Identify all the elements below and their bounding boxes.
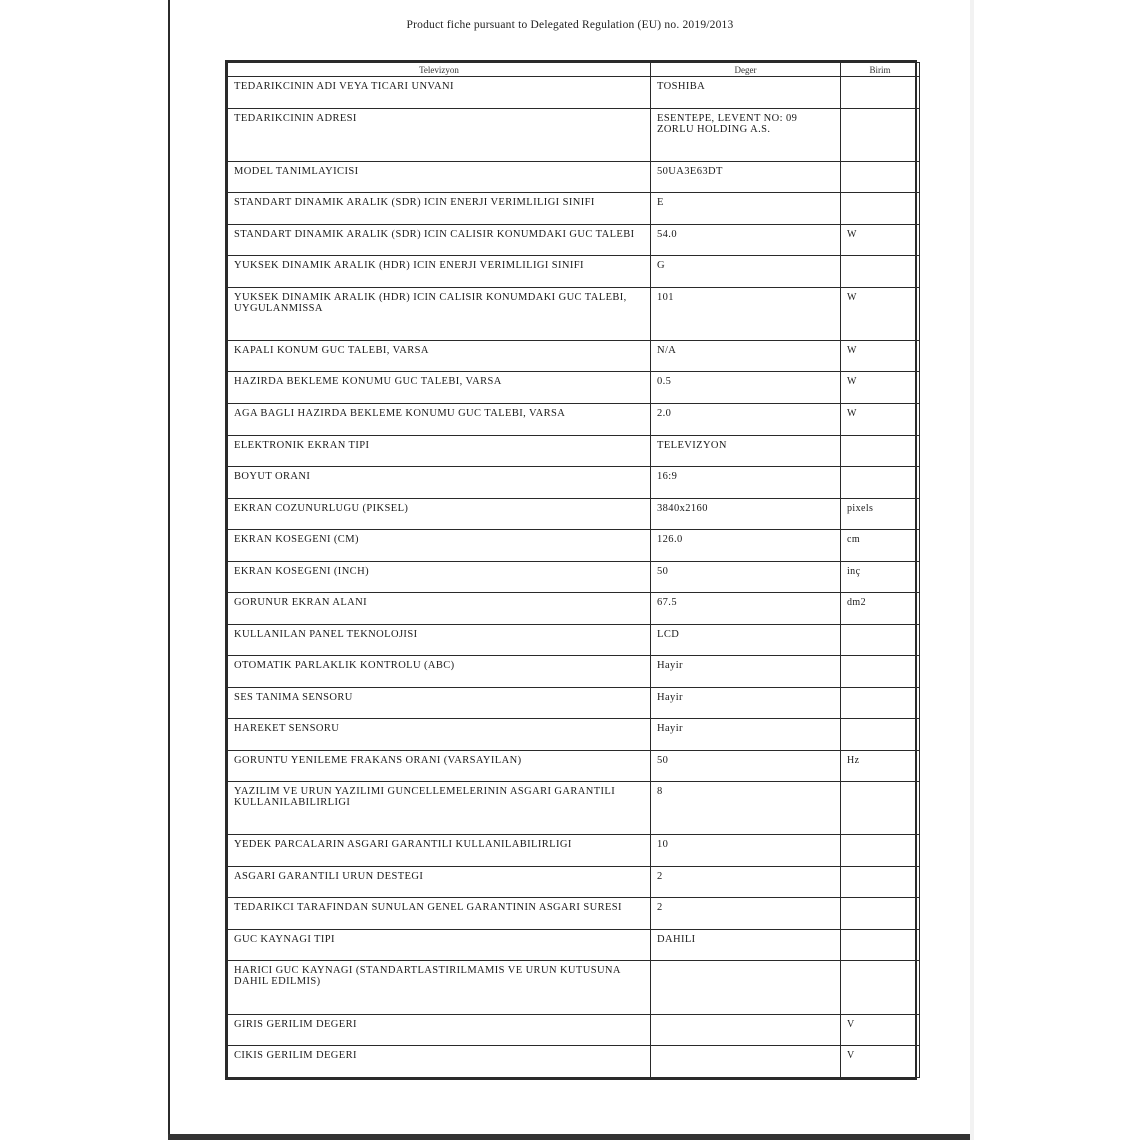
value-cell: 0.5 <box>651 372 841 404</box>
value-cell: 16:9 <box>651 467 841 499</box>
value-cell: G <box>651 256 841 288</box>
parameter-cell: EKRAN KOSEGENI (CM) <box>228 530 651 562</box>
parameter-cell: MODEL TANIMLAYICISI <box>228 161 651 193</box>
value-cell: Hayir <box>651 687 841 719</box>
unit-cell: V <box>841 1046 920 1078</box>
table-row <box>228 866 920 898</box>
parameter-cell: GORUNUR EKRAN ALANI <box>228 593 651 625</box>
table-row <box>228 782 920 835</box>
parameter-cell: YUKSEK DINAMIK ARALIK (HDR) ICIN ENERJI VERIMLILIGI SINIFI <box>228 256 651 288</box>
parameter-cell: OTOMATIK PARLAKLIK KONTROLU (ABC) <box>228 656 651 688</box>
unit-cell: cm <box>841 530 920 562</box>
parameter-cell: TEDARIKCI TARAFINDAN SUNULAN GENEL GARANTININ ASGARI SURESI <box>228 898 651 930</box>
unit-cell <box>841 256 920 288</box>
table-row <box>228 750 920 782</box>
unit-cell: dm2 <box>841 593 920 625</box>
value-cell: 50 <box>651 561 841 593</box>
table-row <box>228 530 920 562</box>
parameter-cell: STANDART DINAMIK ARALIK (SDR) ICIN CALISIR KONUMDAKI GUC TALEBI <box>228 224 651 256</box>
table-row <box>228 256 920 288</box>
parameter-cell: EKRAN COZUNURLUGU (PIKSEL) <box>228 498 651 530</box>
parameter-cell: KAPALI KONUM GUC TALEBI, VARSA <box>228 340 651 372</box>
table-row <box>228 961 920 1014</box>
unit-cell <box>841 435 920 467</box>
parameter-cell: AGA BAGLI HAZIRDA BEKLEME KONUMU GUC TALEBI, VARSA <box>228 403 651 435</box>
parameter-cell: GIRIS GERILIM DEGERI <box>228 1014 651 1046</box>
unit-cell <box>841 866 920 898</box>
table-row <box>228 108 920 161</box>
table-row <box>228 835 920 867</box>
value-cell: N/A <box>651 340 841 372</box>
unit-cell <box>841 467 920 499</box>
table-row <box>228 898 920 930</box>
unit-cell: W <box>841 340 920 372</box>
unit-cell <box>841 835 920 867</box>
parameter-cell: BOYUT ORANI <box>228 467 651 499</box>
unit-cell <box>841 719 920 751</box>
table-row <box>228 1046 920 1078</box>
product-fiche-table <box>225 60 917 1080</box>
table-row <box>228 403 920 435</box>
header-value: Deger <box>651 63 841 77</box>
value-cell: 2.0 <box>651 403 841 435</box>
table-row <box>228 498 920 530</box>
parameter-cell: STANDART DINAMIK ARALIK (SDR) ICIN ENERJI VERIMLILIGI SINIFI <box>228 193 651 225</box>
unit-cell <box>841 624 920 656</box>
header-parameter: Televizyon <box>228 63 651 77</box>
table-row <box>228 467 920 499</box>
table-row <box>228 561 920 593</box>
header-unit: Birim <box>841 63 920 77</box>
value-cell: 67.5 <box>651 593 841 625</box>
unit-cell <box>841 656 920 688</box>
value-cell: Hayir <box>651 719 841 751</box>
table-row <box>228 435 920 467</box>
unit-cell: Hz <box>841 750 920 782</box>
table-row <box>228 372 920 404</box>
value-cell: 2 <box>651 898 841 930</box>
page-right-shadow <box>970 0 974 1140</box>
unit-cell <box>841 108 920 161</box>
parameter-cell: HAREKET SENSORU <box>228 719 651 751</box>
table-row <box>228 719 920 751</box>
value-cell: 50 <box>651 750 841 782</box>
parameter-cell: TEDARIKCININ ADRESI <box>228 108 651 161</box>
value-cell: 3840x2160 <box>651 498 841 530</box>
table-row <box>228 624 920 656</box>
parameter-cell: KULLANILAN PANEL TEKNOLOJISI <box>228 624 651 656</box>
value-cell: 50UA3E63DT <box>651 161 841 193</box>
unit-cell: W <box>841 403 920 435</box>
value-cell <box>651 1014 841 1046</box>
value-cell: 2 <box>651 866 841 898</box>
table-row <box>228 161 920 193</box>
parameter-cell: TEDARIKCININ ADI VEYA TICARI UNVANI <box>228 77 651 109</box>
value-cell: 126.0 <box>651 530 841 562</box>
value-cell: LCD <box>651 624 841 656</box>
document-title: Product fiche pursuant to Delegated Regulation (EU) no. 2019/2013 <box>406 19 734 31</box>
table-row <box>228 656 920 688</box>
table-body <box>228 77 920 1078</box>
table-row <box>228 1014 920 1046</box>
parameter-cell: YEDEK PARCALARIN ASGARI GARANTILI KULLANILABILIRLIGI <box>228 835 651 867</box>
value-cell: 101 <box>651 287 841 340</box>
unit-cell: V <box>841 1014 920 1046</box>
table-row <box>228 224 920 256</box>
unit-cell: pixels <box>841 498 920 530</box>
parameter-cell: ELEKTRONIK EKRAN TIPI <box>228 435 651 467</box>
parameter-cell: GORUNTU YENILEME FRAKANS ORANI (VARSAYILAN) <box>228 750 651 782</box>
parameter-cell: EKRAN KOSEGENI (INCH) <box>228 561 651 593</box>
table-row <box>228 687 920 719</box>
parameter-cell: YAZILIM VE URUN YAZILIMI GUNCELLEMELERININ ASGARI GARANTILI KULLANILABILIRLIGI <box>228 782 651 835</box>
parameter-cell: ASGARI GARANTILI URUN DESTEGI <box>228 866 651 898</box>
unit-cell <box>841 898 920 930</box>
value-cell: 54.0 <box>651 224 841 256</box>
value-cell: TELEVIZYON <box>651 435 841 467</box>
unit-cell: inç <box>841 561 920 593</box>
unit-cell: W <box>841 287 920 340</box>
unit-cell: W <box>841 224 920 256</box>
unit-cell <box>841 193 920 225</box>
unit-cell: W <box>841 372 920 404</box>
parameter-cell: HAZIRDA BEKLEME KONUMU GUC TALEBI, VARSA <box>228 372 651 404</box>
table-row <box>228 193 920 225</box>
value-cell: 10 <box>651 835 841 867</box>
value-cell: Hayir <box>651 656 841 688</box>
table-row <box>228 929 920 961</box>
value-cell: TOSHIBA <box>651 77 841 109</box>
parameter-cell: CIKIS GERILIM DEGERI <box>228 1046 651 1078</box>
unit-cell <box>841 929 920 961</box>
table-header-row <box>228 63 920 77</box>
unit-cell <box>841 687 920 719</box>
value-cell: DAHILI <box>651 929 841 961</box>
value-cell: E <box>651 193 841 225</box>
table-row <box>228 287 920 340</box>
unit-cell <box>841 961 920 1014</box>
unit-cell <box>841 782 920 835</box>
value-cell: 8 <box>651 782 841 835</box>
unit-cell <box>841 161 920 193</box>
value-cell: ESENTEPE, LEVENT NO: 09 ZORLU HOLDING A.S. <box>651 108 841 161</box>
page-left-edge <box>168 0 170 1138</box>
parameter-cell: GUC KAYNAGI TIPI <box>228 929 651 961</box>
value-cell <box>651 1046 841 1078</box>
parameter-cell: YUKSEK DINAMIK ARALIK (HDR) ICIN CALISIR KONUMDAKI GUC TALEBI, UYGULANMISSA <box>228 287 651 340</box>
table-row <box>228 340 920 372</box>
value-cell <box>651 961 841 1014</box>
table-row <box>228 77 920 109</box>
parameter-cell: SES TANIMA SENSORU <box>228 687 651 719</box>
unit-cell <box>841 77 920 109</box>
table-row <box>228 593 920 625</box>
page-bottom-edge <box>168 1134 970 1140</box>
parameter-cell: HARICI GUC KAYNAGI (STANDARTLASTIRILMAMIS VE URUN KUTUSUNA DAHIL EDILMIS) <box>228 961 651 1014</box>
